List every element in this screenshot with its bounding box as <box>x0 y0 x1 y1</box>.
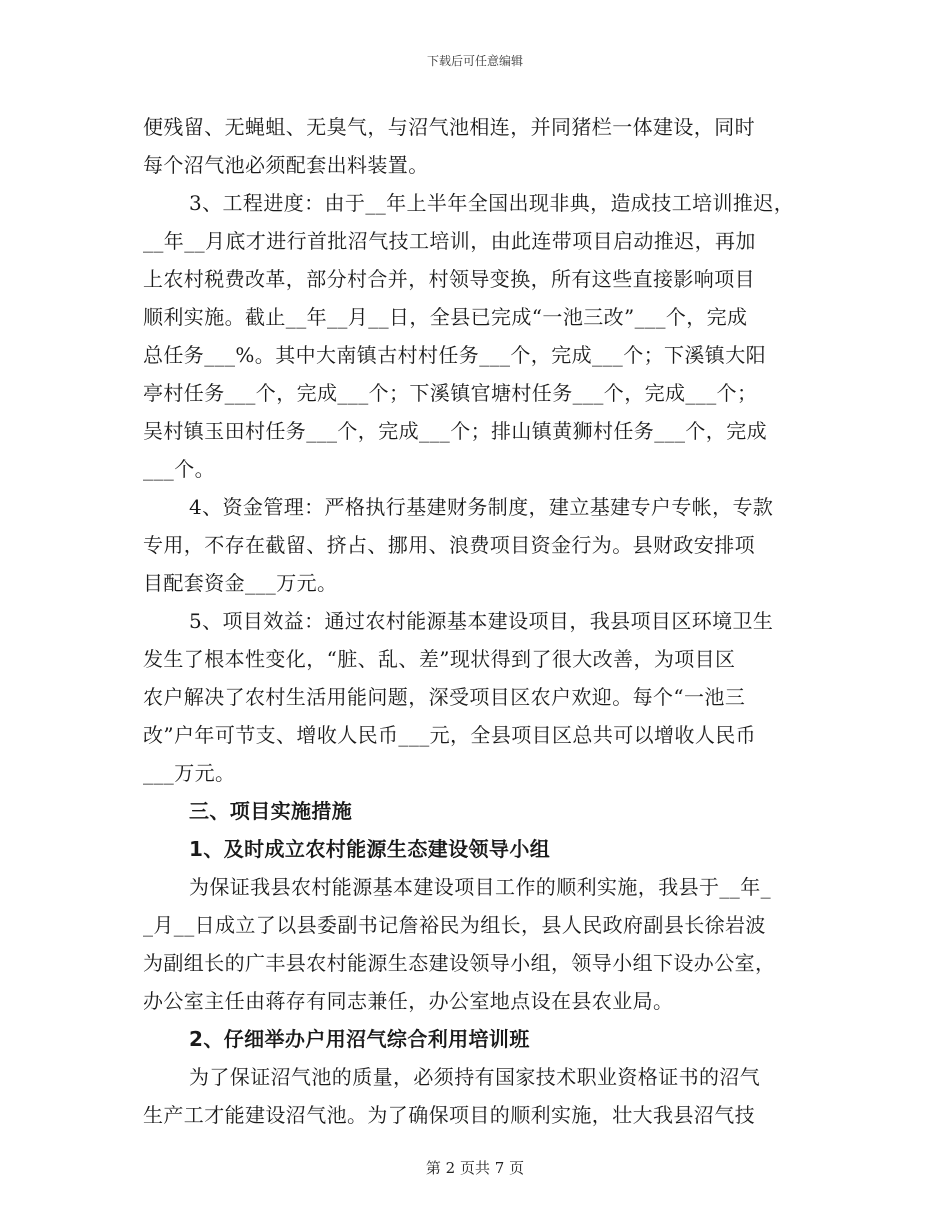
text-line: 改”户年可节支、增收人民币___元，全县项目区总共可以增收人民币 <box>143 723 757 747</box>
text-line: 上农村税费改革，部分村合并，村领导变换，所有这些直接影响项目 <box>143 267 755 291</box>
text-line: 农户解决了农村生活用能问题，深受项目区农户欢迎。每个“一池三 <box>143 685 746 709</box>
text-line: __年__月底才进行首批沼气技工培训，由此连带项目启动推迟，再加 <box>143 229 756 253</box>
text-line: 总任务___%。其中大南镇古村村任务___个，完成___个；下溪镇大阳 <box>143 343 767 367</box>
text-line: 生产工才能建设沼气池。为了确保项目的顺利实施，壮大我县沼气技 <box>143 1103 755 1127</box>
text-line: ___个。 <box>143 457 215 481</box>
text-line: ___万元。 <box>143 761 236 785</box>
section-heading: 2、仔细举办户用沼气综合利用培训班 <box>189 1027 530 1051</box>
page-header: 下载后可任意编辑 <box>426 54 523 68</box>
document-body <box>143 108 813 1134</box>
text-line: 为副组长的广丰县农村能源生态建设领导小组，领导小组下设办公室， <box>143 951 776 975</box>
text-line: 顺利实施。截止__年__月__日，全县已完成“一池三改”___个，完成 <box>143 305 748 329</box>
text-line: 办公室主任由蒋存有同志兼任，办公室地点设在县农业局。 <box>143 989 674 1013</box>
text-line: 发生了根本性变化，“脏、乱、差”现状得到了很大改善，为项目区 <box>143 647 736 671</box>
text-line: 为保证我县农村能源基本建设项目工作的顺利实施，我县于__年_ <box>189 875 771 899</box>
section-heading: 三、项目实施措施 <box>189 799 353 823</box>
text-line: 目配套资金___万元。 <box>143 571 338 595</box>
page-footer: 第 2 页共 7 页 <box>425 1159 525 1177</box>
text-line: 吴村镇玉田村任务___个，完成___个；排山镇黄狮村任务___个，完成 <box>143 419 767 443</box>
text-line: _月__日成立了以县委副书记詹裕民为组长，县人民政府副县长徐岩波 <box>143 913 766 937</box>
text-line: 便残留、无蝇蛆、无臭气，与沼气池相连，并同猪栏一体建设，同时 <box>143 115 755 139</box>
text-line: 为了保证沼气池的质量，必须持有国家技术职业资格证书的沼气 <box>189 1065 761 1089</box>
text-line: 每个沼气池必须配套出料装置。 <box>143 153 429 177</box>
text-line: 专用，不存在截留、挤占、挪用、浪费项目资金行为。县财政安排项 <box>143 533 755 557</box>
text-line: 3、工程进度：由于__年上半年全国出现非典，造成技工培训推迟， <box>189 191 795 215</box>
text-line: 亭村任务___个，完成___个；下溪镇官塘村任务___个，完成___个； <box>143 381 758 405</box>
text-line: 5、项目效益：通过农村能源基本建设项目，我县项目区环境卫生 <box>189 609 774 633</box>
text-line: 4、资金管理：严格执行基建财务制度，建立基建专户专帐，专款 <box>189 495 774 519</box>
section-heading: 1、及时成立农村能源生态建设领导小组 <box>189 837 551 861</box>
